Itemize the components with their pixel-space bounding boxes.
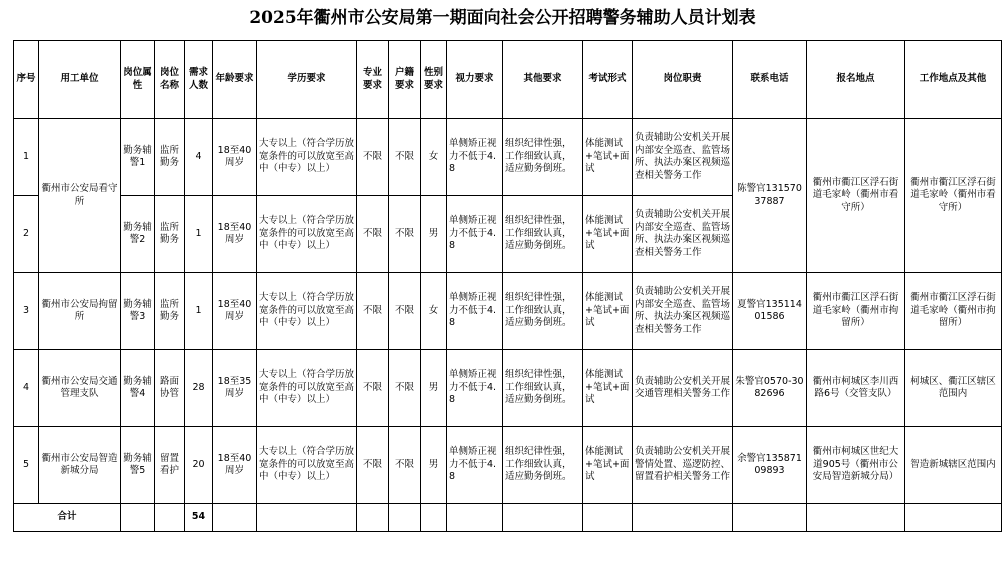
empty-cell [733, 504, 807, 532]
age-cell: 18至40周岁 [213, 119, 257, 196]
header-exam: 考试形式 [583, 41, 633, 119]
other-cell: 组织纪律性强，工作细致认真，适应勤务倒班。 [503, 273, 583, 350]
duty-cell: 负责辅助公安机关开展内部安全巡查、监管场所、执法办案区视频巡查相关警务工作 [633, 273, 733, 350]
education-cell: 大专以上（符合学历放宽条件的可以放宽至高中（中专）以上） [257, 196, 357, 273]
empty-cell [155, 504, 185, 532]
location-cell: 衢州市柯城区世纪大道905号（衢州市公安局智造新城分局） [807, 427, 905, 504]
table-row [14, 119, 1002, 196]
vision-cell: 单侧矫正视力不低于4.8 [447, 350, 503, 427]
recruitment-plan-table [13, 40, 1002, 532]
table-row [14, 273, 1002, 350]
workplace-cell: 柯城区、衢江区辖区范围内 [905, 350, 1002, 427]
exam-cell: 体能测试+笔试+面试 [583, 119, 633, 196]
education-cell: 大专以上（符合学历放宽条件的可以放宽至高中（中专）以上） [257, 350, 357, 427]
header-post-name: 岗位名称 [155, 41, 185, 119]
other-cell: 组织纪律性强，工作细致认真，适应勤务倒班。 [503, 427, 583, 504]
empty-cell [121, 504, 155, 532]
exam-cell: 体能测试+笔试+面试 [583, 273, 633, 350]
major-cell: 不限 [357, 196, 389, 273]
header-major: 专业要求 [357, 41, 389, 119]
count-cell: 28 [185, 350, 213, 427]
duty-cell: 负责辅助公安机关开展内部安全巡查、监管场所、执法办案区视频巡查相关警务工作 [633, 196, 733, 273]
total-row [14, 504, 1002, 532]
header-gender: 性别要求 [421, 41, 447, 119]
location-cell: 衢州市衢江区浮石街道毛家岭（衢州市看守所） [807, 119, 905, 273]
workplace-cell: 衢州市衢江区浮石街道毛家岭（衢州市拘留所） [905, 273, 1002, 350]
hukou-cell: 不限 [389, 196, 421, 273]
employer-cell: 衢州市公安局智造新城分局 [39, 427, 121, 504]
vision-cell: 单侧矫正视力不低于4.8 [447, 196, 503, 273]
count-cell: 4 [185, 119, 213, 196]
header-phone: 联系电话 [733, 41, 807, 119]
total-label: 合计 [14, 504, 121, 532]
location-cell: 衢州市衢江区浮石街道毛家岭（衢州市拘留所） [807, 273, 905, 350]
gender-cell: 女 [421, 273, 447, 350]
empty-cell [257, 504, 357, 532]
duty-cell: 负责辅助公安机关开展警情处置、巡逻防控、留置看护相关警务工作 [633, 427, 733, 504]
major-cell: 不限 [357, 427, 389, 504]
count-cell: 1 [185, 273, 213, 350]
major-cell: 不限 [357, 350, 389, 427]
age-cell: 18至40周岁 [213, 196, 257, 273]
duty-cell: 负责辅助公安机关开展交通管理相关警务工作 [633, 350, 733, 427]
other-cell: 组织纪律性强，工作细致认真，适应勤务倒班。 [503, 119, 583, 196]
count-cell: 1 [185, 196, 213, 273]
empty-cell [213, 504, 257, 532]
seq-cell: 2 [14, 196, 39, 273]
header-workplace: 工作地点及其他 [905, 41, 1002, 119]
major-cell: 不限 [357, 273, 389, 350]
post-name-cell: 路面协管 [155, 350, 185, 427]
empty-cell [447, 504, 503, 532]
employer-cell: 衢州市公安局看守所 [39, 119, 121, 273]
exam-cell: 体能测试+笔试+面试 [583, 427, 633, 504]
exam-cell: 体能测试+笔试+面试 [583, 196, 633, 273]
post-attr-cell: 勤务辅警5 [121, 427, 155, 504]
empty-cell [421, 504, 447, 532]
header-location: 报名地点 [807, 41, 905, 119]
other-cell: 组织纪律性强，工作细致认真，适应勤务倒班。 [503, 196, 583, 273]
phone-cell: 陈警官13157037887 [733, 119, 807, 273]
major-cell: 不限 [357, 119, 389, 196]
education-cell: 大专以上（符合学历放宽条件的可以放宽至高中（中专）以上） [257, 427, 357, 504]
age-cell: 18至40周岁 [213, 273, 257, 350]
post-name-cell: 留置看护 [155, 427, 185, 504]
count-cell: 20 [185, 427, 213, 504]
vision-cell: 单侧矫正视力不低于4.8 [447, 427, 503, 504]
age-cell: 18至40周岁 [213, 427, 257, 504]
workplace-cell: 衢州市衢江区浮石街道毛家岭（衢州市看守所） [905, 119, 1002, 273]
employer-cell: 衢州市公安局交通管理支队 [39, 350, 121, 427]
header-row [14, 41, 1002, 119]
seq-cell: 3 [14, 273, 39, 350]
vision-cell: 单侧矫正视力不低于4.8 [447, 119, 503, 196]
phone-cell: 夏警官13511401586 [733, 273, 807, 350]
hukou-cell: 不限 [389, 350, 421, 427]
phone-cell: 余警官13587109893 [733, 427, 807, 504]
empty-cell [503, 504, 583, 532]
age-cell: 18至35周岁 [213, 350, 257, 427]
post-name-cell: 监所勤务 [155, 119, 185, 196]
hukou-cell: 不限 [389, 427, 421, 504]
employer-cell: 衢州市公安局拘留所 [39, 273, 121, 350]
empty-cell [807, 504, 905, 532]
gender-cell: 男 [421, 427, 447, 504]
empty-cell [633, 504, 733, 532]
vision-cell: 单侧矫正视力不低于4.8 [447, 273, 503, 350]
empty-cell [389, 504, 421, 532]
header-education: 学历要求 [257, 41, 357, 119]
education-cell: 大专以上（符合学历放宽条件的可以放宽至高中（中专）以上） [257, 273, 357, 350]
education-cell: 大专以上（符合学历放宽条件的可以放宽至高中（中专）以上） [257, 119, 357, 196]
hukou-cell: 不限 [389, 119, 421, 196]
gender-cell: 女 [421, 119, 447, 196]
exam-cell: 体能测试+笔试+面试 [583, 350, 633, 427]
location-cell: 衢州市柯城区李川西路6号（交管支队） [807, 350, 905, 427]
header-seq: 序号 [14, 41, 39, 119]
header-duty: 岗位职责 [633, 41, 733, 119]
duty-cell: 负责辅助公安机关开展内部安全巡查、监管场所、执法办案区视频巡查相关警务工作 [633, 119, 733, 196]
post-name-cell: 监所勤务 [155, 196, 185, 273]
page-title: 2025年衢州市公安局第一期面向社会公开招聘警务辅助人员计划表 [249, 8, 756, 28]
empty-cell [583, 504, 633, 532]
empty-cell [905, 504, 1002, 532]
header-vision: 视力要求 [447, 41, 503, 119]
hukou-cell: 不限 [389, 273, 421, 350]
post-attr-cell: 勤务辅警2 [121, 196, 155, 273]
post-attr-cell: 勤务辅警4 [121, 350, 155, 427]
other-cell: 组织纪律性强，工作细致认真，适应勤务倒班。 [503, 350, 583, 427]
seq-cell: 5 [14, 427, 39, 504]
header-hukou: 户籍要求 [389, 41, 421, 119]
empty-cell [357, 504, 389, 532]
header-other: 其他要求 [503, 41, 583, 119]
post-attr-cell: 勤务辅警1 [121, 119, 155, 196]
gender-cell: 男 [421, 196, 447, 273]
header-employer: 用工单位 [39, 41, 121, 119]
post-attr-cell: 勤务辅警3 [121, 273, 155, 350]
header-count: 需求人数 [185, 41, 213, 119]
total-count: 54 [185, 504, 213, 532]
table-row [14, 427, 1002, 504]
phone-cell: 朱警官0570-3082696 [733, 350, 807, 427]
seq-cell: 4 [14, 350, 39, 427]
seq-cell: 1 [14, 119, 39, 196]
workplace-cell: 智造新城辖区范围内 [905, 427, 1002, 504]
header-post-attr: 岗位属性 [121, 41, 155, 119]
table-row [14, 350, 1002, 427]
gender-cell: 男 [421, 350, 447, 427]
header-age: 年龄要求 [213, 41, 257, 119]
post-name-cell: 监所勤务 [155, 273, 185, 350]
